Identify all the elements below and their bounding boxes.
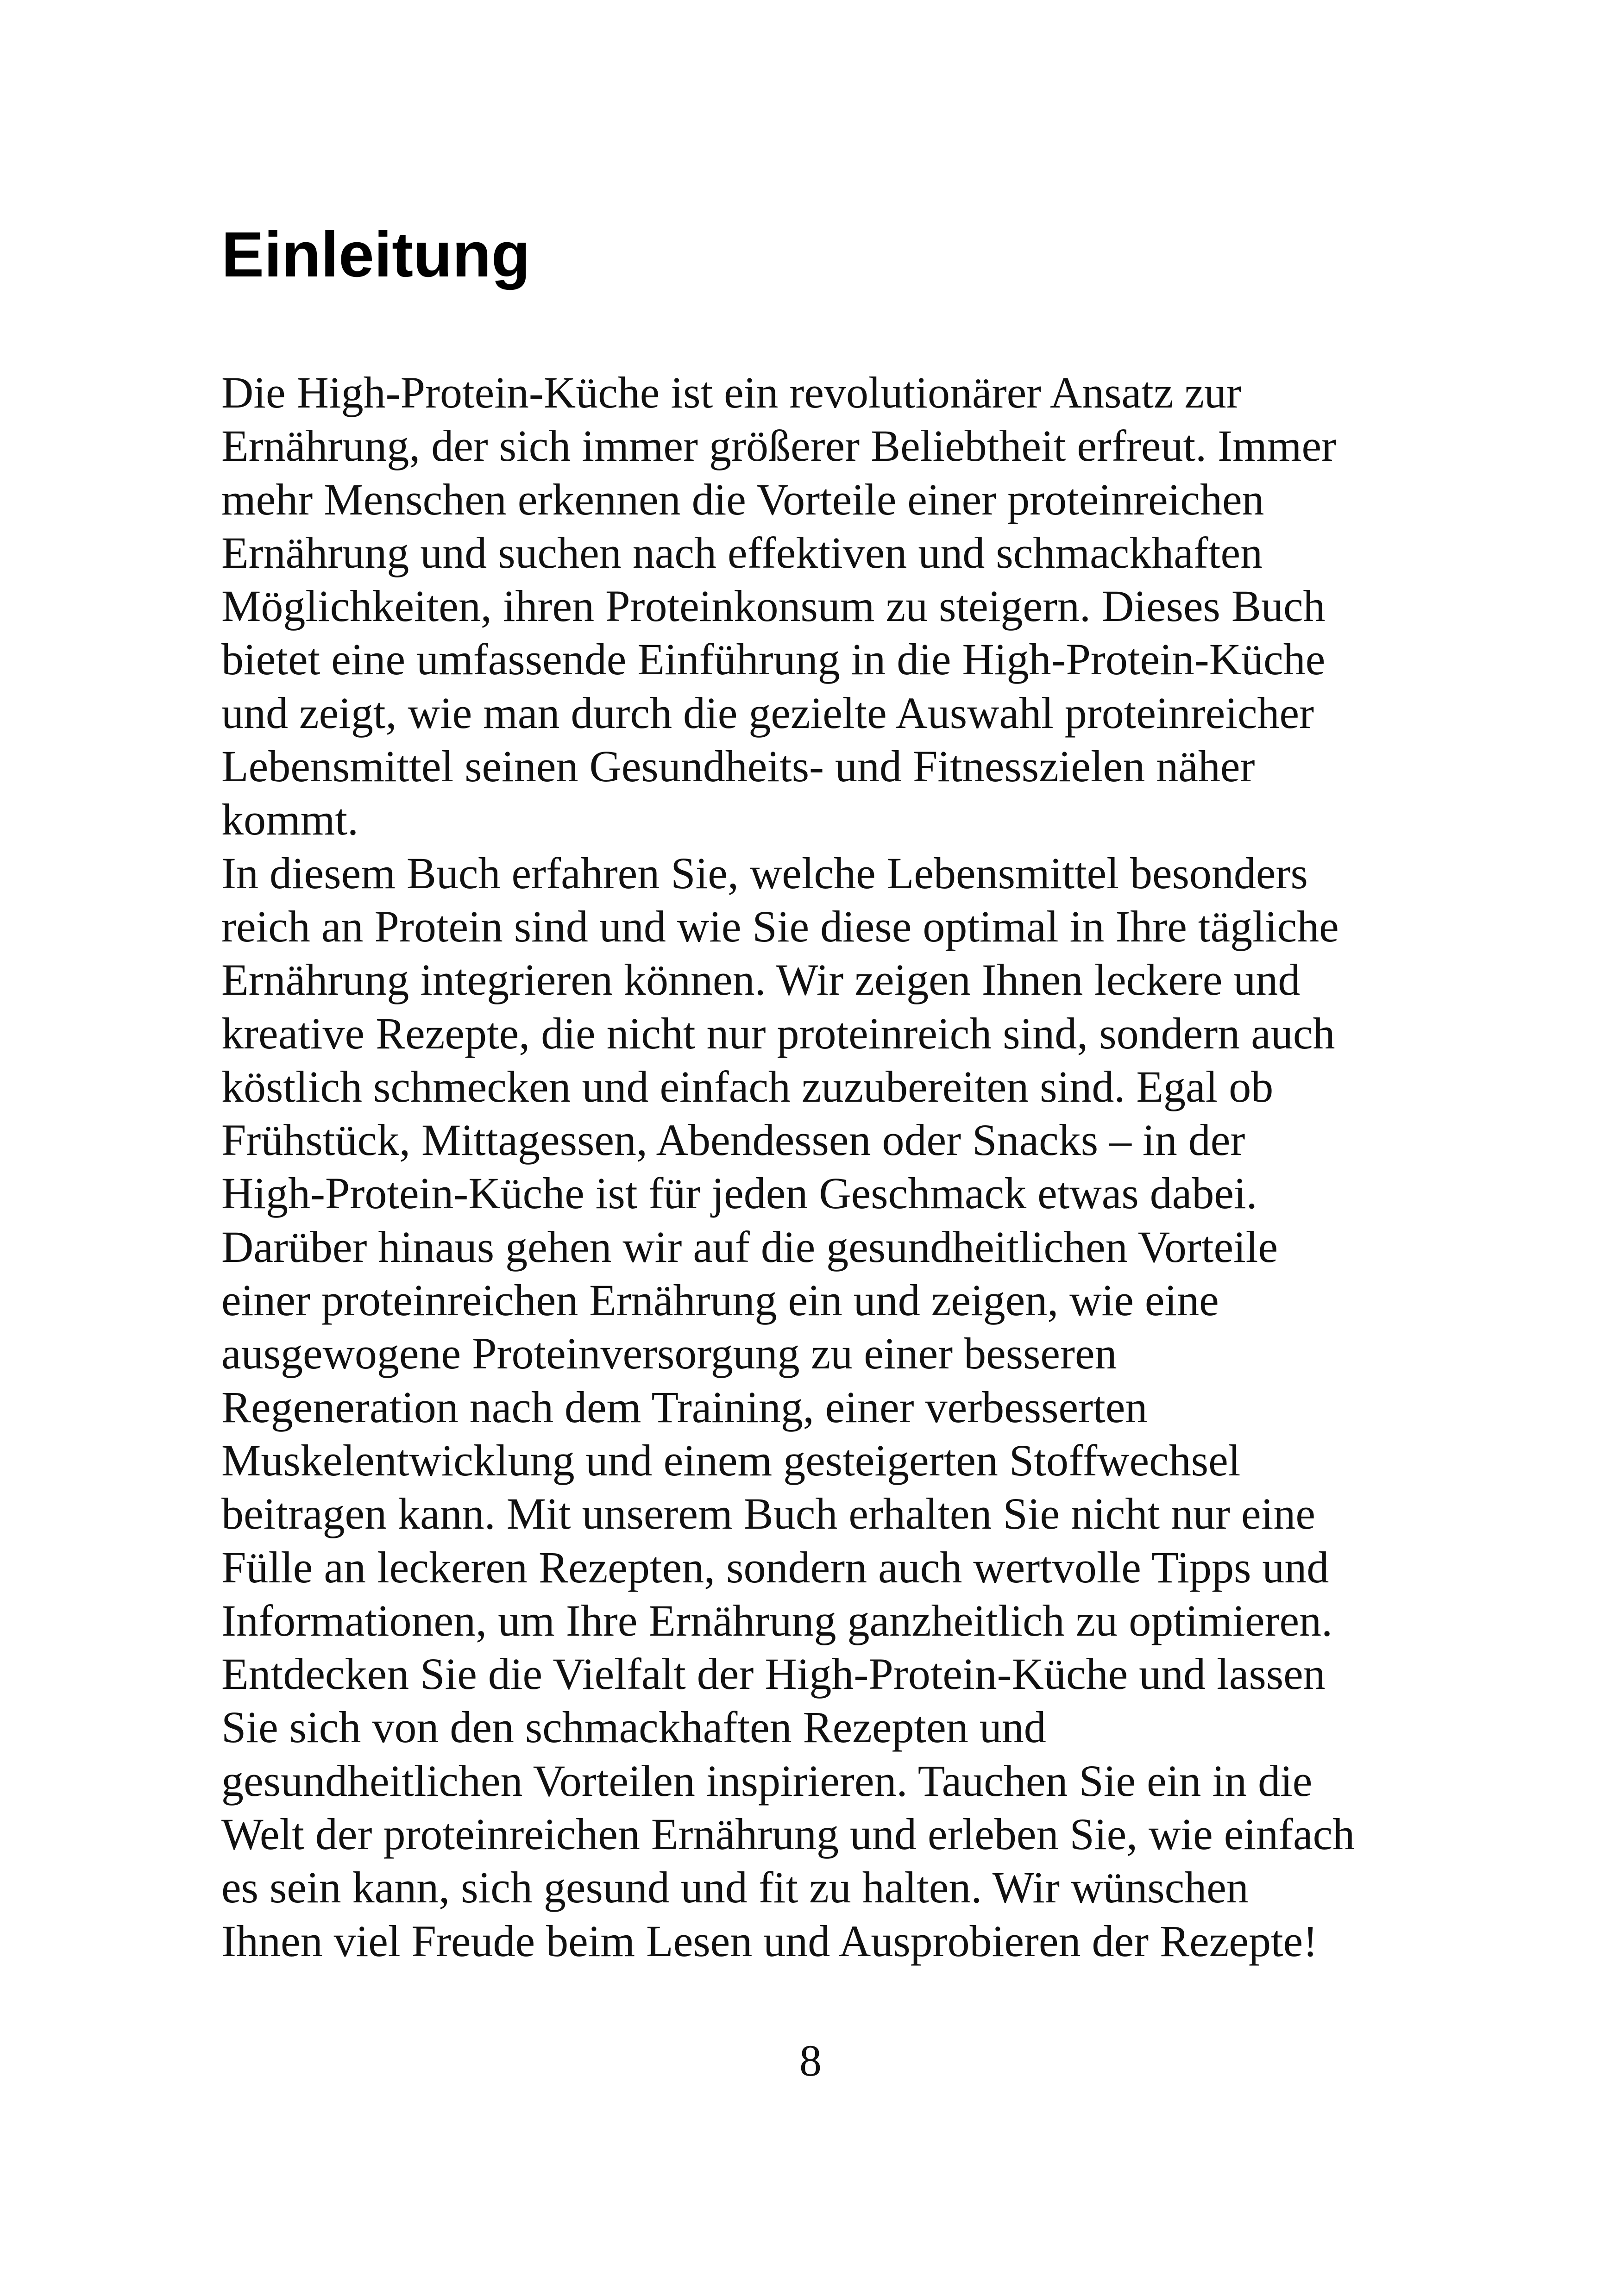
text-line: einer proteinreichen Ernährung ein und zeigen, wie eine [221, 1275, 1219, 1325]
text-line: reich an Protein sind und wie Sie diese optimal in Ihre tägliche [221, 901, 1339, 951]
text-line: es sein kann, sich gesund und fit zu halten. Wir wünschen [221, 1863, 1249, 1913]
text-line: Fülle an leckeren Rezepten, sondern auch wertvolle Tipps und [221, 1542, 1329, 1592]
chapter-heading: Einleitung [221, 219, 530, 290]
text-line: gesundheitlichen Vorteilen inspirieren. Tauchen Sie ein in die [221, 1756, 1313, 1806]
text-line: Sie sich von den schmackhaften Rezepten und [221, 1702, 1046, 1752]
text-line: Ernährung integrieren können. Wir zeigen Ihnen leckere und [221, 955, 1301, 1005]
text-line: Darüber hinaus gehen wir auf die gesundheitlichen Vorteile [221, 1222, 1278, 1272]
text-line: kommt. [221, 795, 359, 845]
text-line: Ihnen viel Freude beim Lesen und Ausprobieren der Rezepte! [221, 1916, 1318, 1966]
text-line: mehr Menschen erkennen die Vorteile einer proteinreichen [221, 474, 1264, 524]
text-line: Die High-Protein-Küche ist ein revolutionärer Ansatz zur [221, 368, 1241, 417]
body-text [221, 366, 1444, 1968]
page-number: 8 [799, 2036, 822, 2085]
text-line: Entdecken Sie die Vielfalt der High-Protein-Küche und lassen [221, 1649, 1326, 1699]
text-line: beitragen kann. Mit unserem Buch erhalten Sie nicht nur eine [221, 1489, 1315, 1539]
text-line: Muskelentwicklung und einem gesteigerten Stoffwechsel [221, 1435, 1241, 1485]
text-line: köstlich schmecken und einfach zuzubereiten sind. Egal ob [221, 1061, 1274, 1111]
text-line: kreative Rezepte, die nicht nur proteinreich sind, sondern auch [221, 1008, 1335, 1058]
text-line: ausgewogene Proteinversorgung zu einer besseren [221, 1329, 1117, 1379]
text-line: Möglichkeiten, ihren Proteinkonsum zu steigern. Dieses Buch [221, 581, 1326, 631]
text-line: Lebensmittel seinen Gesundheits- und Fitnesszielen näher [221, 741, 1255, 791]
text-line: Regeneration nach dem Training, einer verbesserten [221, 1382, 1148, 1432]
text-line: In diesem Buch erfahren Sie, welche Lebensmittel besonders [221, 848, 1308, 898]
text-line: bietet eine umfassende Einführung in die High-Protein-Küche [221, 634, 1326, 684]
text-line: High-Protein-Küche ist für jeden Geschmack etwas dabei. [221, 1168, 1257, 1218]
text-line: Informationen, um Ihre Ernährung ganzheitlich zu optimieren. [221, 1595, 1333, 1645]
text-line: Frühstück, Mittagessen, Abendessen oder Snacks – in der [221, 1115, 1245, 1165]
text-line: und zeigt, wie man durch die gezielte Auswahl proteinreicher [221, 688, 1314, 738]
text-line: Ernährung, der sich immer größerer Beliebtheit erfreut. Immer [221, 421, 1337, 471]
text-line: Welt der proteinreichen Ernährung und erleben Sie, wie einfach [221, 1809, 1355, 1859]
text-line: Ernährung und suchen nach effektiven und schmackhaften [221, 527, 1263, 577]
